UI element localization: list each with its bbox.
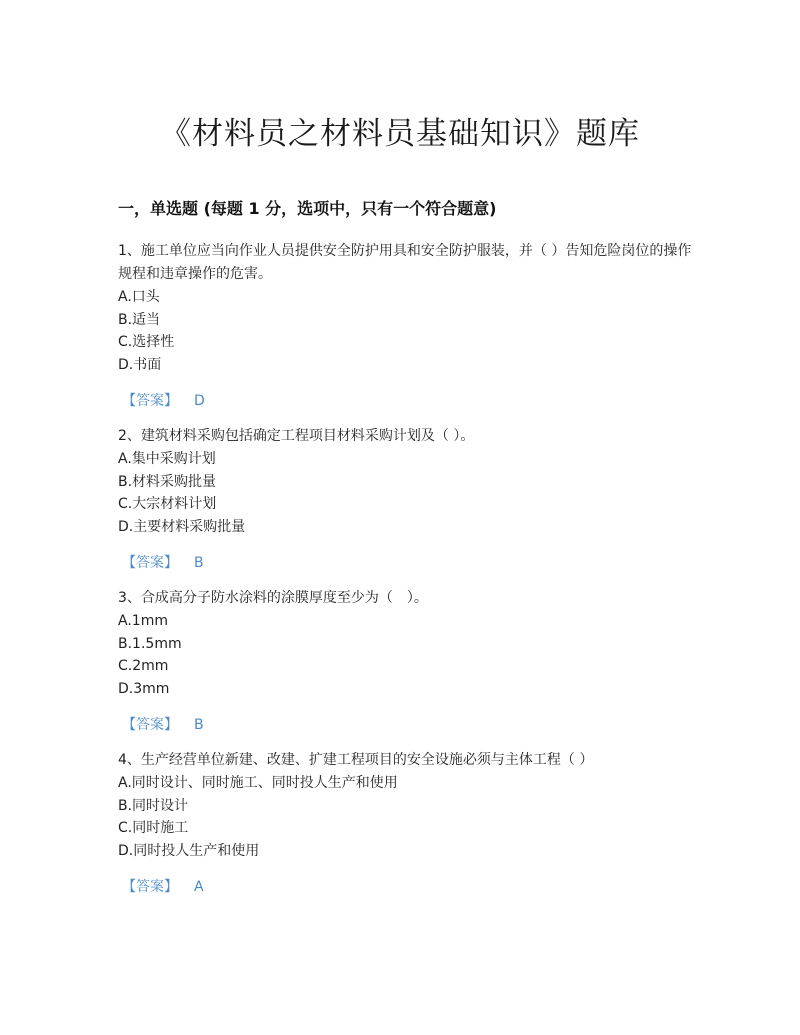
answer-label: 【答案】 bbox=[122, 879, 178, 895]
option-d: D.书面 bbox=[118, 356, 162, 373]
option-b: B.1.5mm bbox=[118, 635, 182, 652]
option-list bbox=[118, 610, 698, 700]
option-d: D.主要材料采购批量 bbox=[118, 518, 246, 535]
option-a: A.集中采购计划 bbox=[118, 451, 216, 467]
answer-label: 【答案】 bbox=[122, 393, 178, 409]
answer-label: 【答案】 bbox=[122, 555, 178, 571]
question-3 bbox=[118, 587, 698, 736]
question-4 bbox=[118, 749, 698, 898]
question-stem: 3、合成高分子防水涂料的涂膜厚度至少为（ ）。 bbox=[118, 590, 428, 606]
document-title: 《材料员之材料员基础知识》题库 bbox=[160, 116, 640, 152]
option-list bbox=[118, 286, 698, 376]
answer-row bbox=[118, 714, 698, 736]
answer-row bbox=[118, 390, 698, 412]
option-a: A.同时设计、同时施工、同时投人生产和使用 bbox=[118, 775, 398, 791]
answer-row bbox=[118, 876, 698, 898]
answer-value: A bbox=[194, 879, 204, 895]
option-a: A.1mm bbox=[118, 613, 168, 629]
option-b: B.适当 bbox=[118, 311, 161, 328]
question-1 bbox=[118, 240, 698, 412]
option-list bbox=[118, 448, 698, 538]
option-a: A.口头 bbox=[118, 289, 160, 305]
answer-row bbox=[118, 552, 698, 574]
option-c: C.大宗材料计划 bbox=[118, 496, 217, 512]
option-d: D.3mm bbox=[118, 680, 170, 697]
question-stem: 4、生产经营单位新建、改建、扩建工程项目的安全设施必须与主体工程（ ） bbox=[118, 752, 594, 768]
question-stem: 2、建筑材料采购包括确定工程项目材料采购计划及（ ）。 bbox=[118, 428, 475, 444]
option-c: C.同时施工 bbox=[118, 820, 189, 836]
option-b: B.材料采购批量 bbox=[118, 473, 217, 490]
option-d: D.同时投人生产和使用 bbox=[118, 842, 260, 859]
answer-value: B bbox=[194, 555, 204, 571]
answer-value: D bbox=[194, 393, 205, 409]
option-list bbox=[118, 772, 698, 862]
option-b: B.同时设计 bbox=[118, 797, 189, 814]
answer-value: B bbox=[194, 717, 204, 733]
answer-label: 【答案】 bbox=[122, 717, 178, 733]
question-2 bbox=[118, 425, 698, 574]
question-stem: 1、施工单位应当向作业人员提供安全防护用具和安全防护服装，并（ ）告知危险岗位的操作规程和违章操作的危害。 bbox=[118, 243, 692, 282]
option-c: C.选择性 bbox=[118, 334, 175, 350]
option-c: C.2mm bbox=[118, 658, 169, 674]
section-heading: 一，单选题 (每题 1 分，选项中，只有一个符合题意) bbox=[118, 199, 497, 218]
question-list bbox=[118, 240, 698, 911]
